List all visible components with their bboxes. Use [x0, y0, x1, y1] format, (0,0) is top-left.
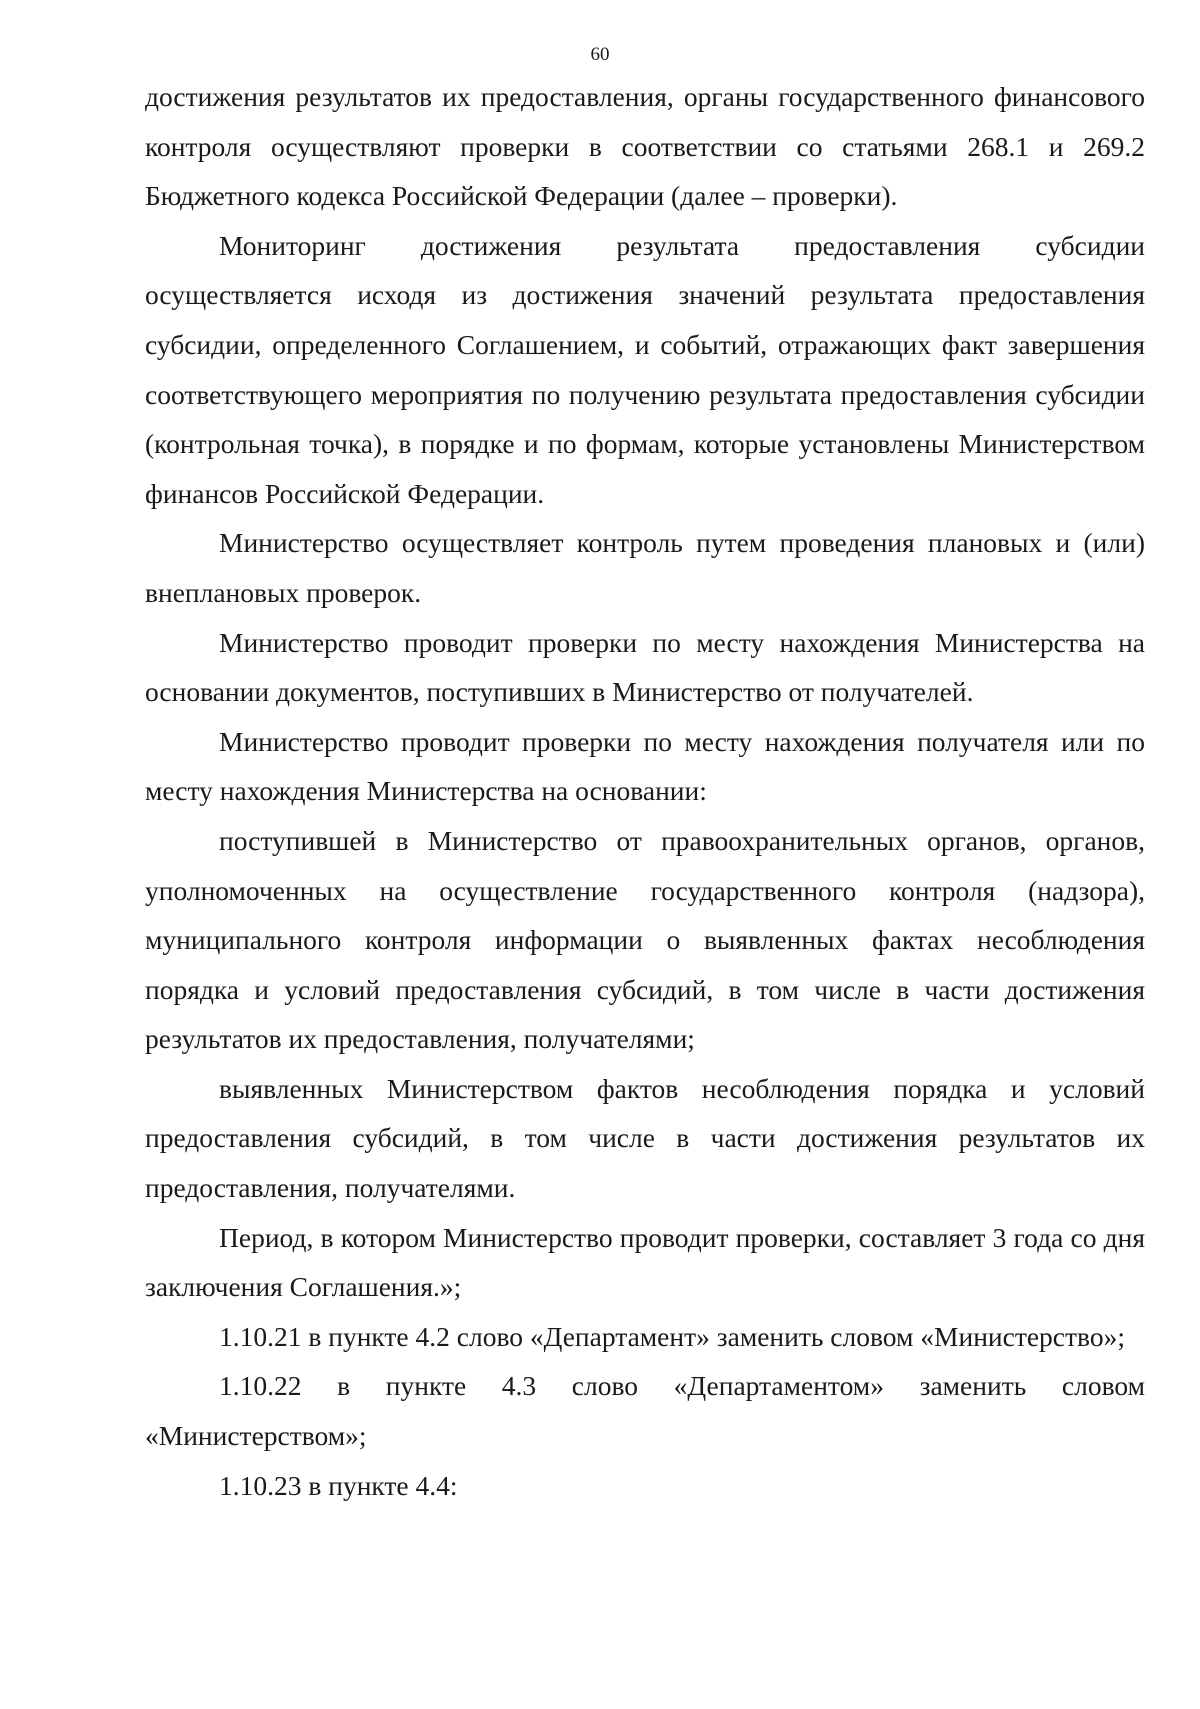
item-1-10-23: 1.10.23 в пункте 4.4: — [219, 1469, 458, 1501]
item-1-10-21: 1.10.21 в пункте 4.2 слово «Департамент» заменить словом «Министерство»; — [219, 1320, 1125, 1352]
paragraph-period: Период, в котором Министерство проводит проверки, составляет 3 года со дня заключения Соглашения.»; — [145, 1221, 1145, 1303]
item-1-10-22: 1.10.22 в пункте 4.3 слово «Департаментом» заменить словом «Министерством»; — [145, 1370, 1145, 1452]
paragraph-checks-recipient: Министерство проводит проверки по месту нахождения получателя или по месту нахождения Министерства на основании: — [145, 725, 1145, 807]
paragraph-control: Министерство осуществляет контроль путем проведения плановых и (или) внеплановых проверок. — [145, 527, 1145, 608]
paragraph-law-enforcement: поступившей в Министерство от правоохранительных органов, органов, уполномоченных на осуществление государственного контроля (надзора), муниципального контроля информации о выявленных фактах несоблюдения порядка и условий предоставления субсидий, в том числе в части достижения результатов их предоставления, получателями; — [145, 824, 1145, 1055]
paragraph-violations: выявленных Министерством фактов несоблюдения порядка и условий предоставления субсидий, в том числе в части достижения результатов их предоставления, получателями. — [145, 1072, 1145, 1204]
paragraph-checks-ministry: Министерство проводит проверки по месту нахождения Министерства на основании документов, поступивших в Министерство от получателей. — [145, 626, 1145, 708]
paragraph-monitoring: Мониторинг достижения результата предоставления субсидии осуществляется исходя из достижения значений результата предоставления субсидии, определенного Соглашением, и событий, отражающих факт завершения соответствующего мероприятия по получению результата предоставления субсидии (контрольная точка), в порядке и по формам, которые установлены Министерством финансов Российской Федерации. — [145, 229, 1145, 509]
page-number: 60 — [590, 44, 610, 65]
paragraph-continuation: достижения результатов их предоставления, органы государственного финансового контроля осуществляют проверки в соответствии со статьями 268.1 и 269.2 Бюджетного кодекса Российской Федерации (далее – проверки). — [145, 81, 1145, 212]
document-body — [145, 72, 1145, 1510]
